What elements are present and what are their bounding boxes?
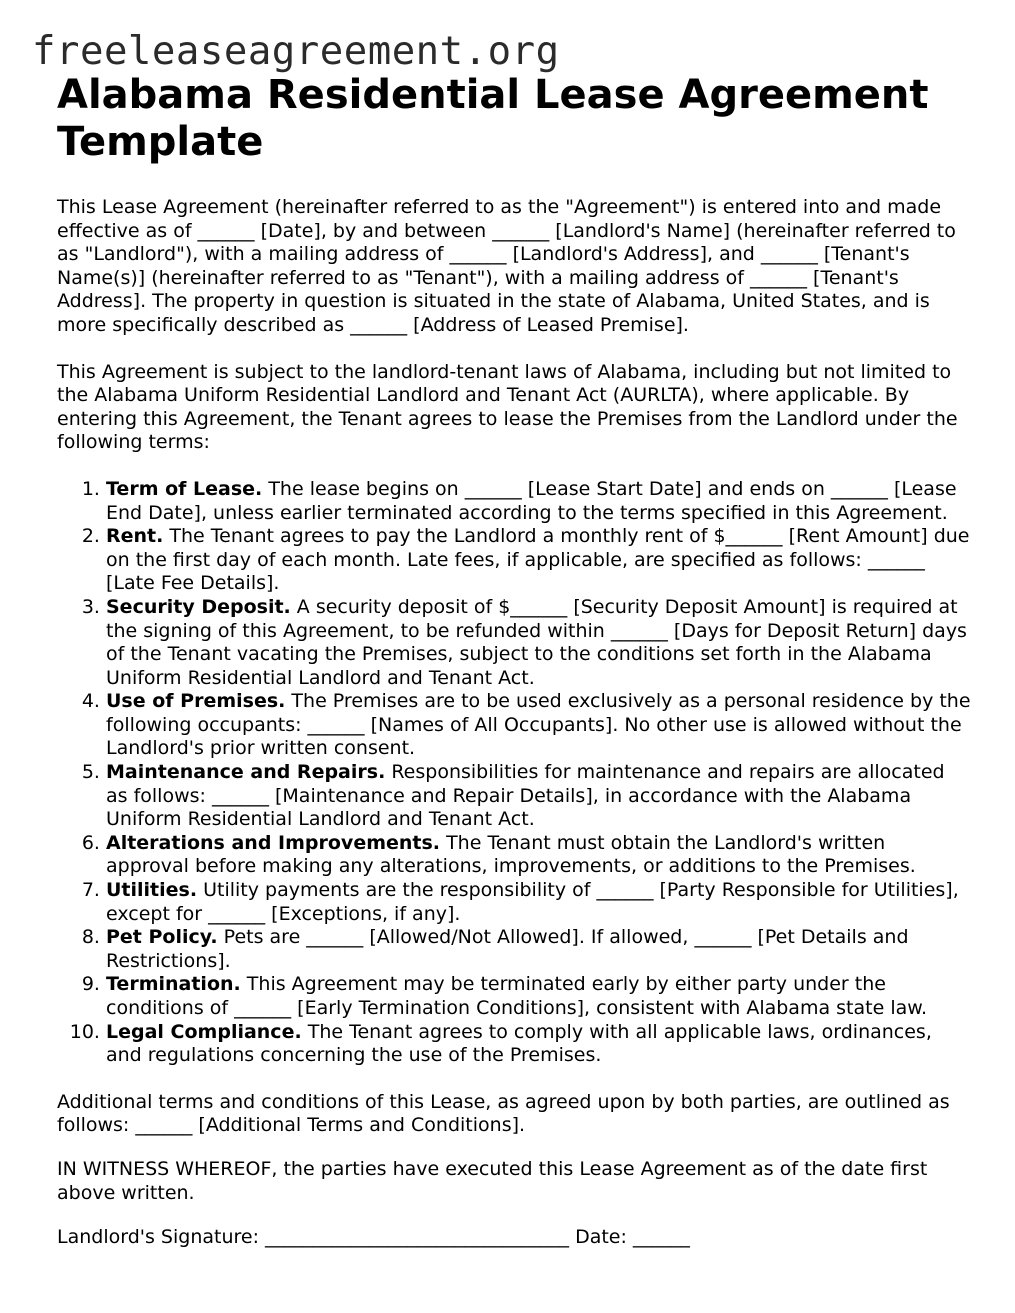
term-item — [106, 973, 972, 1020]
term-text: Responsibilities for maintenance and repairs are allocated as follows: ______ [Maintenance and Repair Details], in accordance with the Alabama Uniform Residential Landlord and Tenant Act. — [106, 761, 945, 831]
additional-terms-paragraph: Additional terms and conditions of this Lease, as agreed upon by both parties, are outlined as follows: ______ [Additional Terms and Conditions]. — [57, 1090, 950, 1137]
term-text: The Tenant must obtain the Landlord's written approval before making any alterations, improvements, or additions to the Premises. — [106, 831, 916, 878]
term-heading: Pet Policy. — [106, 926, 218, 949]
term-text: The Tenant agrees to pay the Landlord a monthly rent of $______ [Rent Amount] due on the first day of each month. Late fees, if applicable, are specified as follows: ______ [Late Fee Details]. — [106, 525, 970, 595]
term-item — [106, 926, 972, 973]
intro-paragraph: This Lease Agreement (hereinafter referred to as the "Agreement") is entered into and made effective as of ______ [Date], by and between ______ [Landlord's Name] (hereinafter referred to as "Landlord"), with a mailing address of ______ [Landlord's Address], and ______ [Tenant's Name(s)] (hereinafter referred to as "Tenant"), with a mailing address of ______ [Tenant's Address]. The property in question is situated in the state of Alabama, United States, and is more specifically described as ______ [Address of Leased Premise]. — [57, 196, 956, 336]
term-item — [106, 1021, 972, 1068]
term-item — [106, 832, 972, 879]
term-item — [106, 690, 972, 761]
term-text: The Premises are to be used exclusively as a personal residence by the following occupants: ______ [Names of All Occupants]. No other use is allowed without the Landlord's prior written consent. — [106, 690, 971, 760]
site-watermark: freeleaseagreement.org — [32, 29, 560, 74]
term-item — [106, 478, 972, 525]
term-heading: Security Deposit. — [106, 595, 291, 618]
law-paragraph: This Agreement is subject to the landlord-tenant laws of Alabama, including but not limited to the Alabama Uniform Residential Landlord and Tenant Act (AURLTA), where applicable. By entering this Agreement, the Tenant agrees to lease the Premises from the Landlord under the following terms: — [57, 360, 958, 454]
term-text: A security deposit of $______ [Security Deposit Amount] is required at the signing of this Agreement, to be refunded within ______ [Days for Deposit Return] days of the Tenant vacating the Premises, subject to the conditions set forth in the Alabama Uniform Residential Landlord and Tenant Act. — [106, 595, 967, 689]
term-heading: Legal Compliance. — [106, 1020, 302, 1043]
term-heading: Maintenance and Repairs. — [106, 761, 386, 784]
landlord-signature-line: Landlord's Signature: ________________________________ Date: ______ — [57, 1226, 690, 1249]
term-item — [106, 879, 972, 926]
term-text: Utility payments are the responsibility of ______ [Party Responsible for Utilities], except for ______ [Exceptions, if any]. — [106, 879, 959, 925]
term-heading: Use of Premises. — [106, 690, 286, 713]
term-item — [106, 596, 972, 690]
term-heading: Termination. — [106, 973, 241, 996]
document-title: Alabama Residential Lease Agreement Template — [57, 72, 929, 165]
term-item — [106, 525, 972, 596]
witness-paragraph: IN WITNESS WHEREOF, the parties have executed this Lease Agreement as of the date first above written. — [57, 1157, 928, 1204]
term-item — [106, 761, 972, 832]
document-body — [57, 72, 972, 1250]
terms-list — [57, 478, 972, 1068]
term-heading: Term of Lease. — [106, 477, 263, 500]
term-heading: Utilities. — [106, 879, 198, 902]
term-text: The lease begins on ______ [Lease Start Date] and ends on ______ [Lease End Date], unless earlier terminated according to the terms specified in this Agreement. — [106, 477, 957, 524]
term-text: Pets are ______ [Allowed/Not Allowed]. If allowed, ______ [Pet Details and Restrictions]. — [106, 926, 909, 972]
term-heading: Rent. — [106, 525, 164, 548]
term-text: This Agreement may be terminated early by either party under the conditions of ______ [Early Termination Conditions], consistent with Alabama state law. — [106, 973, 928, 1019]
term-text: The Tenant agrees to comply with all applicable laws, ordinances, and regulations concerning the use of the Premises. — [106, 1020, 932, 1067]
term-heading: Alterations and Improvements. — [106, 831, 441, 854]
